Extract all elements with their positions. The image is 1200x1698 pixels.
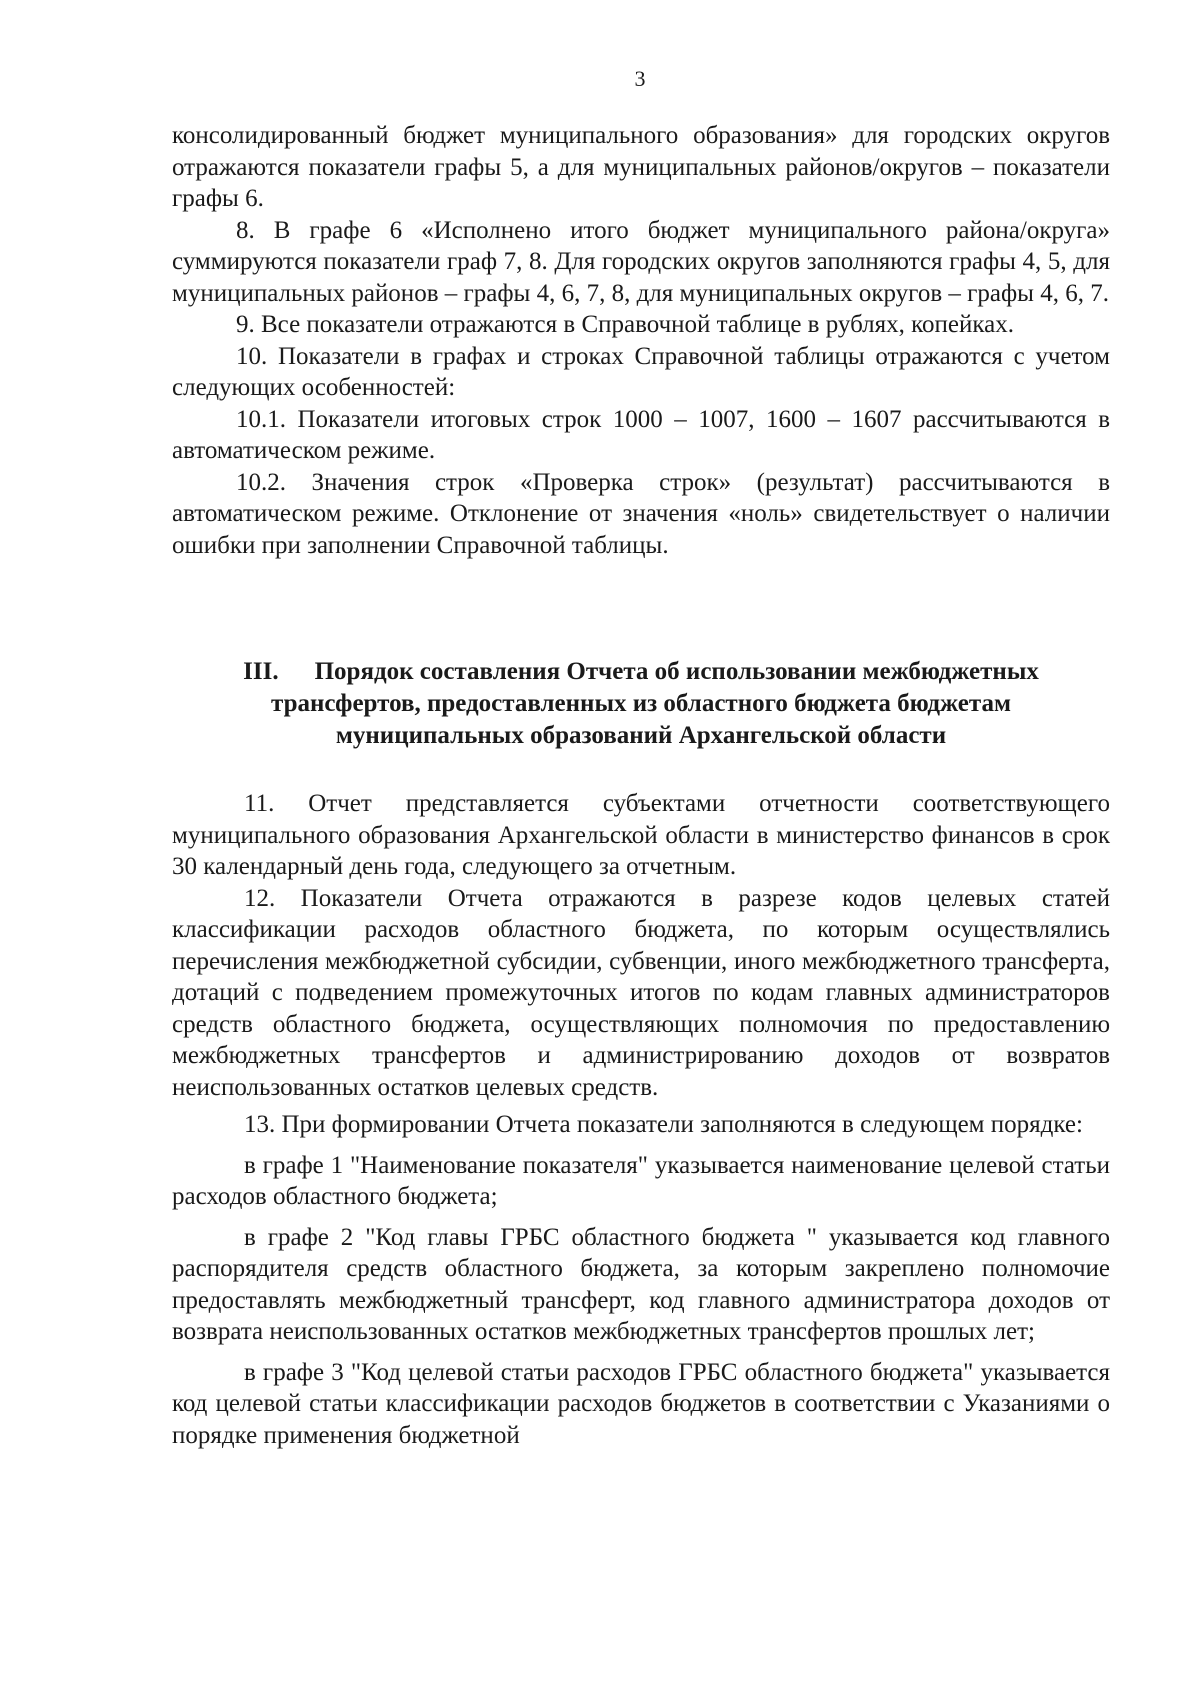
paragraph-item-9: 9. Все показатели отражаются в Справочной таблице в рублях, копейках. — [236, 311, 1014, 338]
paragraph-item-10-2: 10.2. Значения строк «Проверка строк» (результат) рассчитываются в автоматическом режиме. Отклонение от значения «ноль» свидетельствует о наличии ошибки при заполнении Справочной таблицы. — [172, 468, 1110, 559]
paragraph-item-10: 10. Показатели в графах и строках Справочной таблицы отражаются с учетом следующих особенностей: — [172, 342, 1110, 401]
paragraph-column-3: в графе 3 "Код целевой статьи расходов ГРБС областного бюджета" указывается код целевой статьи классификации расходов бюджетов в соответствии с Указаниями о порядке применения бюджетной — [172, 1358, 1110, 1449]
body-text-top — [172, 120, 1110, 561]
paragraph-column-2: в графе 2 "Код главы ГРБС областного бюджета " указывается код главного распорядителя средств областного бюджета, за которым закреплено полномочие предоставлять межбюджетный трансферт, код главного администратора доходов от возврата неиспользованных остатков межбюджетных трансфертов прошлых лет; — [172, 1223, 1110, 1345]
body-text-bottom — [172, 788, 1110, 1451]
section-heading-line-1 — [172, 656, 1110, 688]
paragraph-item-10-1: 10.1. Показатели итоговых строк 1000 – 1007, 1600 – 1607 рассчитываются в автоматическом режиме. — [172, 405, 1110, 464]
section-title-line-3: муниципальных образований Архангельской области — [335, 722, 947, 749]
paragraph-column-1: в графе 1 "Наименование показателя" указывается наименование целевой статьи расходов областного бюджета; — [172, 1151, 1110, 1210]
section-roman-numeral: III. — [243, 658, 279, 685]
paragraph-item-12: 12. Показатели Отчета отражаются в разрезе кодов целевых статей классификации расходов областного бюджета, по которым осуществлялись перечисления межбюджетной субсидии, субвенции, иного межбюджетного трансферта, дотаций с подведением промежуточных итогов по кодам главных администраторов средств областного бюджета, осуществляющих полномочия по предоставлению межбюджетных трансфертов и администрированию доходов от возвратов неиспользованных остатков целевых средств. — [172, 884, 1110, 1101]
paragraph-continuation: консолидированный бюджет муниципального образования» для городских округов отражаются показатели графы 5, а для муниципальных районов/округов – показатели графы 6. — [172, 122, 1110, 212]
paragraph-item-13: 13. При формировании Отчета показатели заполняются в следующем порядке: — [244, 1111, 1083, 1138]
section-title-line-1: Порядок составления Отчета об использовании межбюджетных — [314, 658, 1039, 685]
paragraph-item-8: 8. В графе 6 «Исполнено итого бюджет муниципального района/округа» суммируются показатели граф 7, 8. Для городских округов заполняются графы 4, 5, для муниципальных районов – графы 4, 6, 7, 8, для муниципальных округов – графы 4, 6, 7. — [172, 216, 1110, 307]
paragraph-item-11: 11. Отчет представляется субъектами отчетности соответствующего муниципального образования Архангельской области в министерство финансов в срок 30 календарный день года, следующего за отчетным. — [172, 790, 1110, 880]
page-number: 3 — [634, 66, 646, 91]
section-title-line-2: трансфертов, предоставленных из областного бюджета бюджетам — [271, 690, 1011, 717]
section-heading — [172, 656, 1110, 752]
